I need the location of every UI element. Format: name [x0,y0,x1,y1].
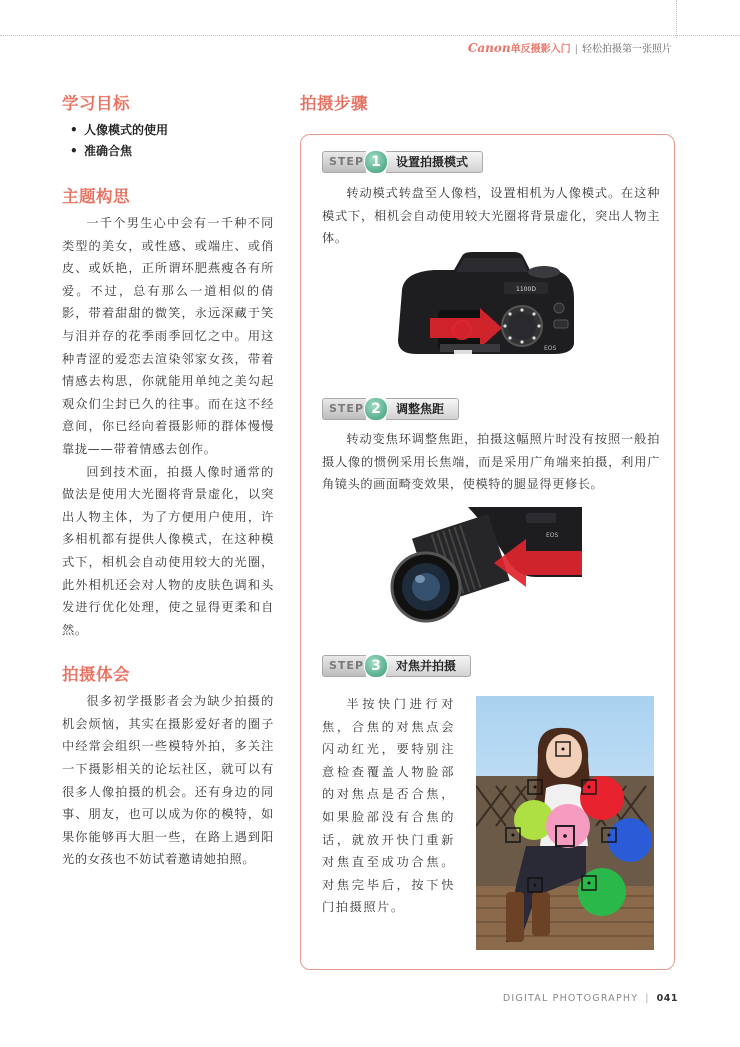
list-item: • 人像模式的使用 [70,123,169,137]
list-item: • 准确合焦 [70,144,133,158]
step-number-badge: 3 [364,654,388,678]
brand-logo: Canon [467,41,511,55]
step-label: STEP [322,398,366,420]
footer-separator: | [645,993,650,1004]
step-label: STEP [322,151,366,173]
lens-zoom-ring-photo [386,507,582,623]
experience-title: 拍摄体会 [62,665,130,685]
header-separator: | [574,44,578,55]
chapter-subtitle: 轻松拍摄第一张照片 [582,44,672,55]
left-column [62,90,274,871]
learning-goals-title: 学习目标 [62,94,130,113]
step-title: 对焦并拍摄 [386,655,471,677]
step-number-badge: 2 [364,397,388,421]
portrait-focus-points-photo [476,696,654,950]
top-guide-line [0,35,740,36]
camera-model-label: EOS [544,345,557,352]
steps-section-title: 拍摄步骤 [300,94,368,113]
step-label: STEP [322,655,366,677]
experience-paragraph: 很多初学摄影者会为缺少拍摄的机会烦恼，其实在摄影爱好者的圈子中经常会组织一些模特外拍，多关注一下摄影相关的论坛社区，就可以有很多人像拍摄的机会。还有身边的同事、朋友，也可以成为你的模特，如果你能够再大胆一些，在路上遇到阳光的女孩也不妨试着邀请她拍照。 [62,694,274,867]
page-number: 041 [656,993,678,1004]
step-number-badge: 1 [364,150,388,174]
camera-mode-dial-photo [394,250,578,362]
running-header [468,40,672,55]
svg-text:EOS: EOS [546,532,559,539]
step-title: 设置拍摄模式 [386,151,483,173]
theme-paragraph-1: 一千个男生心中会有一千种不同类型的美女，或性感、或端庄、或俏皮、或妖艳，正所谓环肥燕瘦各有所爱。不过，总有那么一道相似的倩影，带着甜甜的微笑，永远深藏于笑与泪并存的花季雨季回忆之中。用这种青涩的爱恋去渲染邻家女孩，带着情感去构思，你就能用单纯之美勾起观众们尘封已久的往事。而在这不经意间，你已经向着摄影师的群体慢慢靠拢——带着情感去创作。 [62,216,274,456]
theme-title: 主题构思 [62,187,130,206]
right-guide-line [676,0,677,38]
theme-paragraph-2: 回到技术面，拍摄人像时通常的做法是使用大光圈将背景虚化，以突出人物主体，为了方便用户使用，许多相机都有提供人像模式，在这种模式下，相机会自动使用较大的光圈，此外相机还会对人物的皮肤色调和头发进行优化处理，使之显得更柔和自然。 [62,464,274,637]
step-3-text: 半按快门进行对焦，合焦的对焦点会闪动红光，要特别注意检查覆盖人物脸部的对焦点是否合焦，如果脸部没有合焦的话，就放开快门重新对焦直至成功合焦。对焦完毕后，按下快门拍摄照片。 [322,697,455,915]
step-2-header [322,398,459,420]
series-title: 单反摄影入门 [510,44,571,55]
footer-title: DIGITAL PHOTOGRAPHY [502,993,639,1004]
learning-goals-list [62,120,274,162]
step-1-text: 转动模式转盘至人像档，设置相机为人像模式。在这种模式下，相机会自动使用较大光圈将背景虚化，突出人物主体。 [322,186,660,246]
step-3-header [322,655,471,677]
step-2-text: 转动变焦环调整焦距，拍摄这幅照片时没有按照一般拍摄人像的惯例采用长焦端，而是采用广角端来拍摄，利用广角镜头的画面畸变效果，使模特的腿显得更修长。 [322,432,660,492]
step-title: 调整焦距 [386,398,459,420]
camera-model-badge: 1100D [516,286,536,293]
page-footer [503,993,678,1004]
step-1-header [322,151,483,173]
